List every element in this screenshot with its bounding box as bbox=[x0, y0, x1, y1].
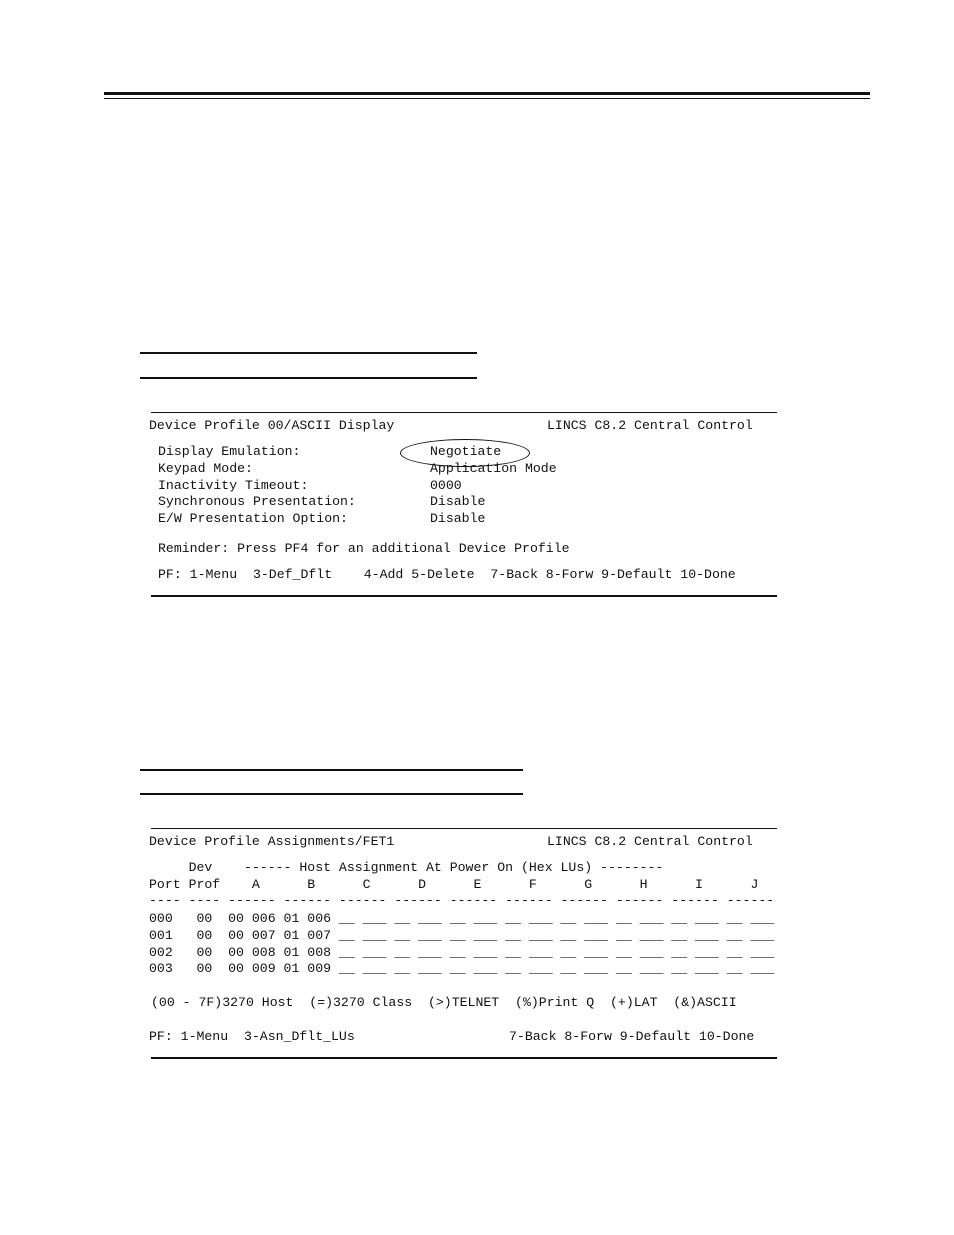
reminder-text: Reminder: Press PF4 for an additional Device Profile bbox=[158, 541, 570, 556]
table-row[interactable]: 002 00 00 008 01 008 __ ___ __ ___ __ ___ __ ___ __ ___ __ ___ __ ___ __ ___ bbox=[149, 945, 775, 960]
table-row[interactable]: 000 00 00 006 01 006 __ ___ __ ___ __ ___ __ ___ __ ___ __ ___ __ ___ __ ___ bbox=[149, 911, 775, 926]
field-value-inactivity-timeout[interactable]: 0000 bbox=[430, 478, 462, 493]
screen-top-border bbox=[151, 412, 777, 413]
field-label-synchronous-presentation: Synchronous Presentation: bbox=[158, 494, 356, 509]
field-value-ew-presentation-option[interactable]: Disable bbox=[430, 511, 486, 526]
screen-bottom-border bbox=[151, 1057, 777, 1059]
screen-title: Device Profile Assignments/FET1 bbox=[149, 834, 395, 849]
table-row[interactable]: 003 00 00 009 01 009 __ ___ __ ___ __ ___ __ ___ __ ___ __ ___ __ ___ __ ___ bbox=[149, 961, 775, 976]
screen-top-border bbox=[151, 828, 777, 829]
field-value-keypad-mode[interactable]: Application Mode bbox=[430, 461, 557, 476]
table-header-group: Dev ------ Host Assignment At Power On (Hex LUs) -------- bbox=[149, 860, 664, 875]
field-label-inactivity-timeout: Inactivity Timeout: bbox=[158, 478, 309, 493]
pf-key-line-right: 7-Back 8-Forw 9-Default 10-Done bbox=[509, 1029, 755, 1044]
field-value-display-emulation[interactable]: Negotiate bbox=[430, 444, 502, 459]
device-profile-assignments-screen bbox=[151, 828, 777, 1060]
legend-line: (00 - 7F)3270 Host (=)3270 Class (>)TELNET (%)Print Q (+)LAT (&)ASCII bbox=[151, 995, 737, 1010]
screen-bottom-border bbox=[151, 595, 777, 597]
section2-caption-rule-bottom bbox=[140, 793, 523, 795]
page-header-rule-thick bbox=[104, 92, 870, 95]
field-value-synchronous-presentation[interactable]: Disable bbox=[430, 494, 486, 509]
field-label-ew-presentation-option: E/W Presentation Option: bbox=[158, 511, 348, 526]
device-profile-screen bbox=[151, 412, 777, 598]
pf-key-line-left: PF: 1-Menu 3-Asn_Dflt_LUs bbox=[149, 1029, 355, 1044]
table-header-divider: ---- ---- ------ ------ ------ ------ ------ ------ ------ ------ ------ ------ bbox=[149, 893, 775, 908]
section1-caption-rule-top bbox=[140, 352, 477, 354]
field-label-keypad-mode: Keypad Mode: bbox=[158, 461, 253, 476]
section2-caption-rule-top bbox=[140, 769, 523, 771]
screen-title: Device Profile 00/ASCII Display bbox=[149, 418, 395, 433]
pf-key-line: PF: 1-Menu 3-Def_Dflt 4-Add 5-Delete 7-Back 8-Forw 9-Default 10-Done bbox=[158, 567, 736, 582]
table-row[interactable]: 001 00 00 007 01 007 __ ___ __ ___ __ ___ __ ___ __ ___ __ ___ __ ___ __ ___ bbox=[149, 928, 775, 943]
field-label-display-emulation: Display Emulation: bbox=[158, 444, 301, 459]
screen-product-title: LINCS C8.2 Central Control bbox=[547, 834, 753, 849]
screen-product-title: LINCS C8.2 Central Control bbox=[547, 418, 753, 433]
section1-caption-rule-bottom bbox=[140, 377, 477, 379]
table-header-columns: Port Prof A B C D E F G H I J bbox=[149, 877, 759, 892]
page-header-rule-thin bbox=[104, 98, 870, 99]
